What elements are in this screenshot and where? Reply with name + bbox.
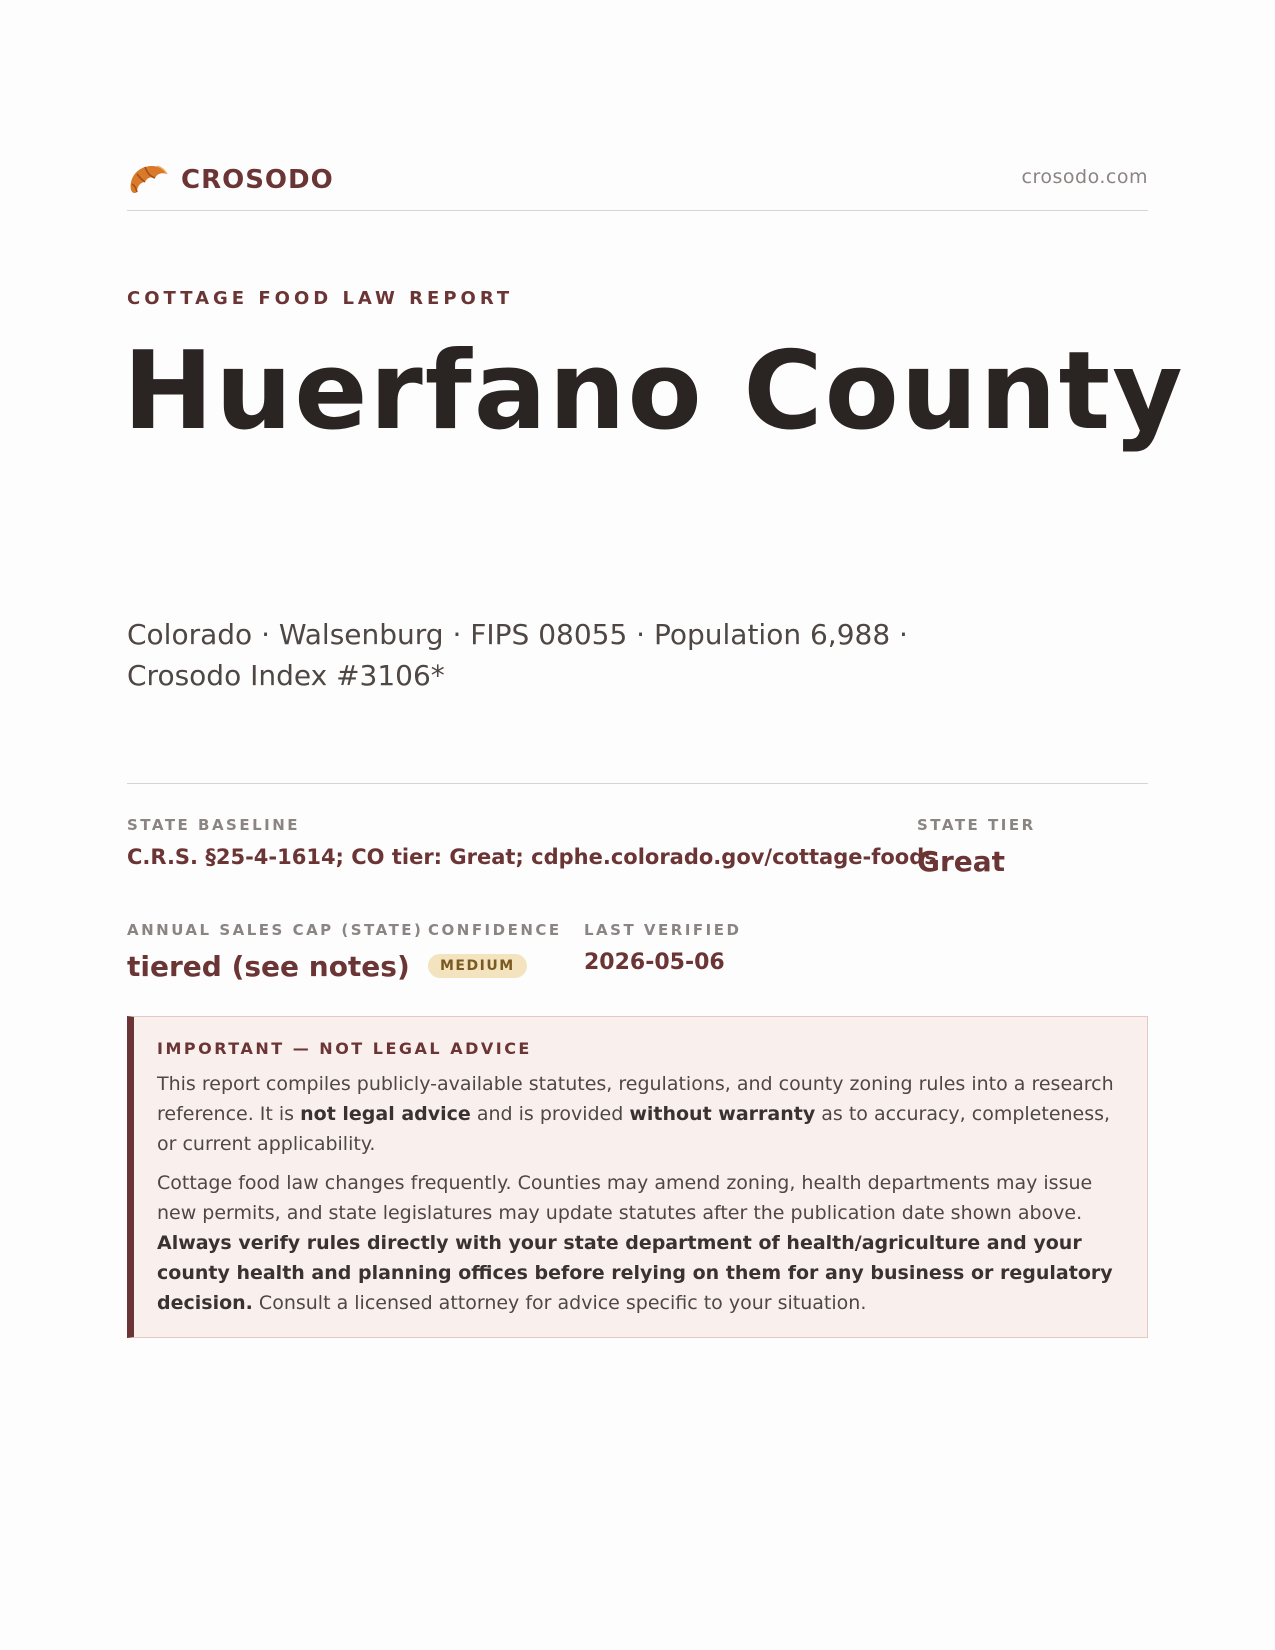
- state-baseline-label: STATE BASELINE: [127, 816, 301, 834]
- notice-p2-bold: Always verify rules directly with your state department of health/agriculture and your county health and planning offices before relying on them for any business or regulatory decision.: [157, 1232, 1113, 1314]
- brand: [127, 160, 334, 200]
- site-url-link[interactable]: crosodo.com: [1021, 166, 1148, 188]
- legal-notice: [127, 1016, 1148, 1338]
- notice-paragraph-2: [157, 1168, 1125, 1318]
- notice-p1-text-a: This report compiles publicly-available statutes, regulations, and county zoning rules into a research reference. It is: [157, 1073, 1114, 1125]
- sales-cap-field: [127, 920, 423, 983]
- notice-p1-bold-a: not legal advice: [300, 1103, 471, 1125]
- confidence-label: CONFIDENCE: [428, 921, 562, 939]
- section-divider: [127, 783, 1148, 784]
- county-meta: [127, 614, 927, 696]
- report-eyebrow: COTTAGE FOOD LAW REPORT: [127, 288, 514, 309]
- notice-p2-text-b: Consult a licensed attorney for advice specific to your situation.: [252, 1292, 867, 1314]
- confidence-field: [428, 920, 562, 978]
- page-header: [127, 158, 1148, 211]
- page-title: Huerfano County: [123, 329, 1185, 454]
- sales-cap-label: ANNUAL SALES CAP (STATE): [127, 921, 424, 939]
- notice-paragraph-1: [157, 1069, 1125, 1159]
- state-baseline-value: C.R.S. §25-4-1614; CO tier: Great; cdphe.colorado.gov/cottage-foods: [127, 845, 937, 869]
- last-verified-field: [584, 920, 741, 975]
- state-baseline-field: [127, 815, 937, 869]
- state-tier-value: Great: [917, 845, 1006, 878]
- state-tier-label: STATE TIER: [917, 816, 1036, 834]
- last-verified-label: LAST VERIFIED: [584, 921, 742, 939]
- notice-p1-text-b: and is provided: [470, 1103, 630, 1125]
- notice-p1-bold-b: without warranty: [629, 1103, 816, 1125]
- county-meta-line-1: Colorado · Walsenburg · FIPS 08055 · Population 6,988 ·: [127, 618, 908, 651]
- notice-title: IMPORTANT — NOT LEGAL ADVICE: [157, 1039, 532, 1058]
- confidence-badge: MEDIUM: [428, 954, 527, 978]
- sales-cap-value: tiered (see notes): [127, 950, 410, 983]
- notice-p1-text-c: as to accuracy, completeness, or current applicability.: [157, 1103, 1111, 1155]
- last-verified-value: 2026-05-06: [584, 950, 725, 975]
- brand-name: CROSODO: [181, 165, 334, 195]
- county-meta-line-2: Crosodo Index #3106*: [127, 659, 445, 692]
- notice-p2-text-a: Cottage food law changes frequently. Counties may amend zoning, health departments may issue new permits, and state legislatures may update statutes after the publication date shown above.: [157, 1172, 1093, 1224]
- croissant-icon: [127, 160, 169, 200]
- state-tier-field: [917, 815, 1036, 878]
